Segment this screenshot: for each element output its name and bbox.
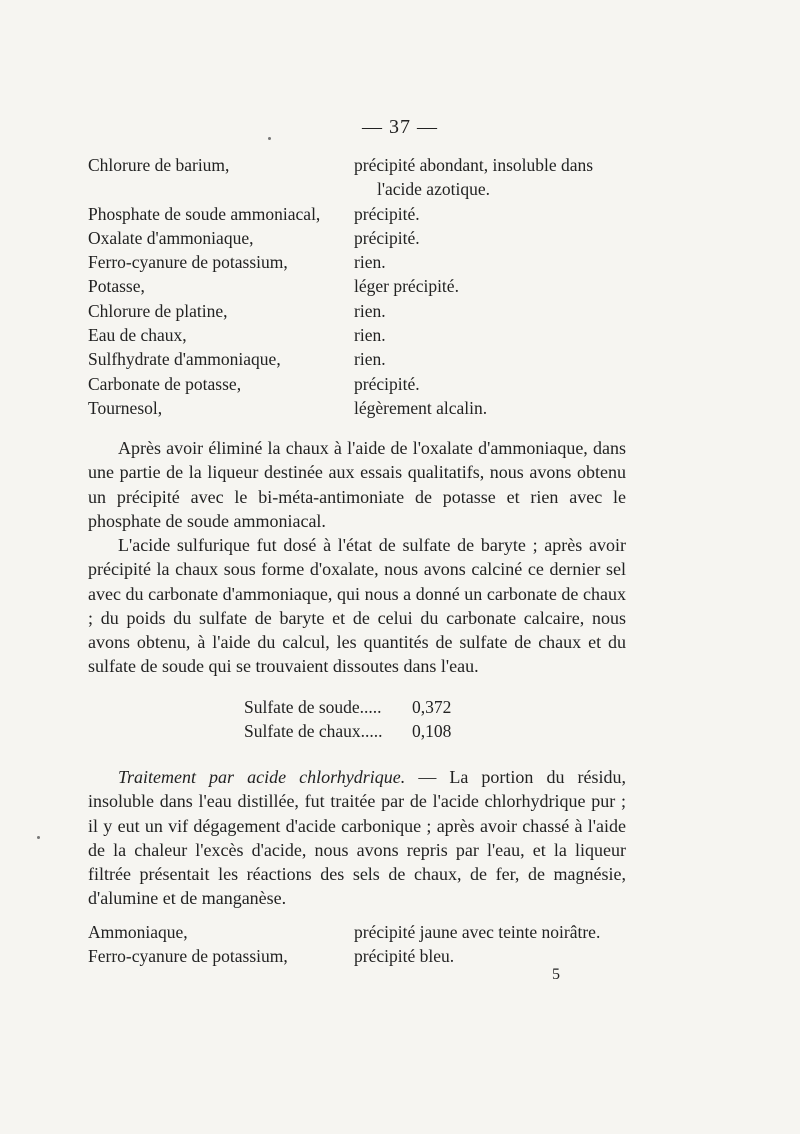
value-label: Sulfate de soude..... [244,697,382,717]
reagent-name: Phosphate de soude ammoniacal, [88,203,321,224]
reagent-result: précipité abondant, insoluble dans [354,155,594,175]
reagent-row [88,274,648,298]
speck [37,836,40,839]
reagent-result: rien. [354,349,386,370]
reagent-result: rien. [354,300,386,321]
reagent-result: précipité. [354,373,420,394]
reagent-row [88,323,648,347]
paragraph-3 [88,765,626,911]
reagent-row [88,944,648,968]
reagent-name: Chlorure de platine, [88,300,228,321]
paragraph-1-text: Après avoir éliminé la chaux à l'aide de l'oxalate d'ammoniaque, dans une partie de la liqueur destinée aux essais qualitatifs, nous avons obtenu un précipité avec le bi-méta-antimoniate de potasse et rien avec le phosphate de soude ammoniacal. [88,438,626,531]
reagent-row [88,153,648,177]
reagent-name: Sulfhydrate d'ammoniaque, [88,349,281,370]
reagent-row [88,226,648,250]
reagent-name: Potasse, [88,276,145,297]
reagent-table-top [88,153,648,420]
reagent-result: rien. [354,325,386,346]
reagent-result: léger précipité. [354,276,459,297]
reagent-name: Ferro-cyanure de potassium, [88,946,288,967]
reagent-result: précipité. [354,227,420,248]
reagent-table-bottom [88,920,648,969]
reagent-result: précipité bleu. [354,946,455,967]
signature-mark: 5 [552,966,560,983]
reagent-name: Oxalate d'ammoniaque, [88,227,254,248]
reagent-result: légèrement alcalin. [354,397,488,418]
reagent-row [88,202,648,226]
paragraph-3-text: — La portion du résidu, insoluble dans l'eau distillée, fut traitée par de l'acide chlorhydrique pur ; il y eut un vif dégagement d'acide carbonique ; après avoir chassé à l'aide de la chaleur l'excès d'acide, nous avons repris par l'eau, et la liqueur filtrée présentait les réactions des sels de chaux, de fer, de magnésie, d'alumine et de manganèse. [88,767,626,909]
value-amount: 0,108 [412,721,452,741]
value-amount: 0,372 [412,697,452,717]
reagent-row [88,396,648,420]
page-number: — 37 — [362,116,438,138]
paragraph-1 [88,436,626,533]
reagent-name: Carbonate de potasse, [88,373,242,394]
reagent-name: Tournesol, [88,397,163,418]
reagent-row [88,250,648,274]
reagent-name: Ferro-cyanure de potassium, [88,252,288,273]
value-label: Sulfate de chaux..... [244,721,383,741]
reagent-result: l'acide azotique. [377,179,490,200]
paragraph-2 [88,533,626,679]
reagent-row [88,177,648,201]
reagent-name: Chlorure de barium, [88,155,230,175]
reagent-name: Ammoniaque, [88,922,188,942]
reagent-result: précipité. [354,203,420,224]
reagent-row [88,347,648,371]
reagent-result: précipité jaune avec teinte noirâtre. [354,922,601,942]
reagent-row [88,372,648,396]
reagent-name: Eau de chaux, [88,325,187,346]
reagent-result: rien. [354,252,386,273]
speck [268,137,271,140]
reagent-row [88,920,648,944]
paragraph-2-text: L'acide sulfurique fut dosé à l'état de sulfate de baryte ; après avoir précipité la chaux sous forme d'oxalate, nous avons calciné ce dernier sel avec du carbonate d'ammoniaque, qui nous a donné un carbonate de chaux ; du poids du sulfate de baryte et de celui du carbonate calcaire, nous avons obtenu, à l'aide du calcul, les quantités de sulfate de chaux et du sulfate de soude qui se trouvaient dissoutes dans l'eau. [88,535,626,677]
paragraph-3-heading: Traitement par acide chlorhydrique. [118,767,406,787]
reagent-row [88,299,648,323]
